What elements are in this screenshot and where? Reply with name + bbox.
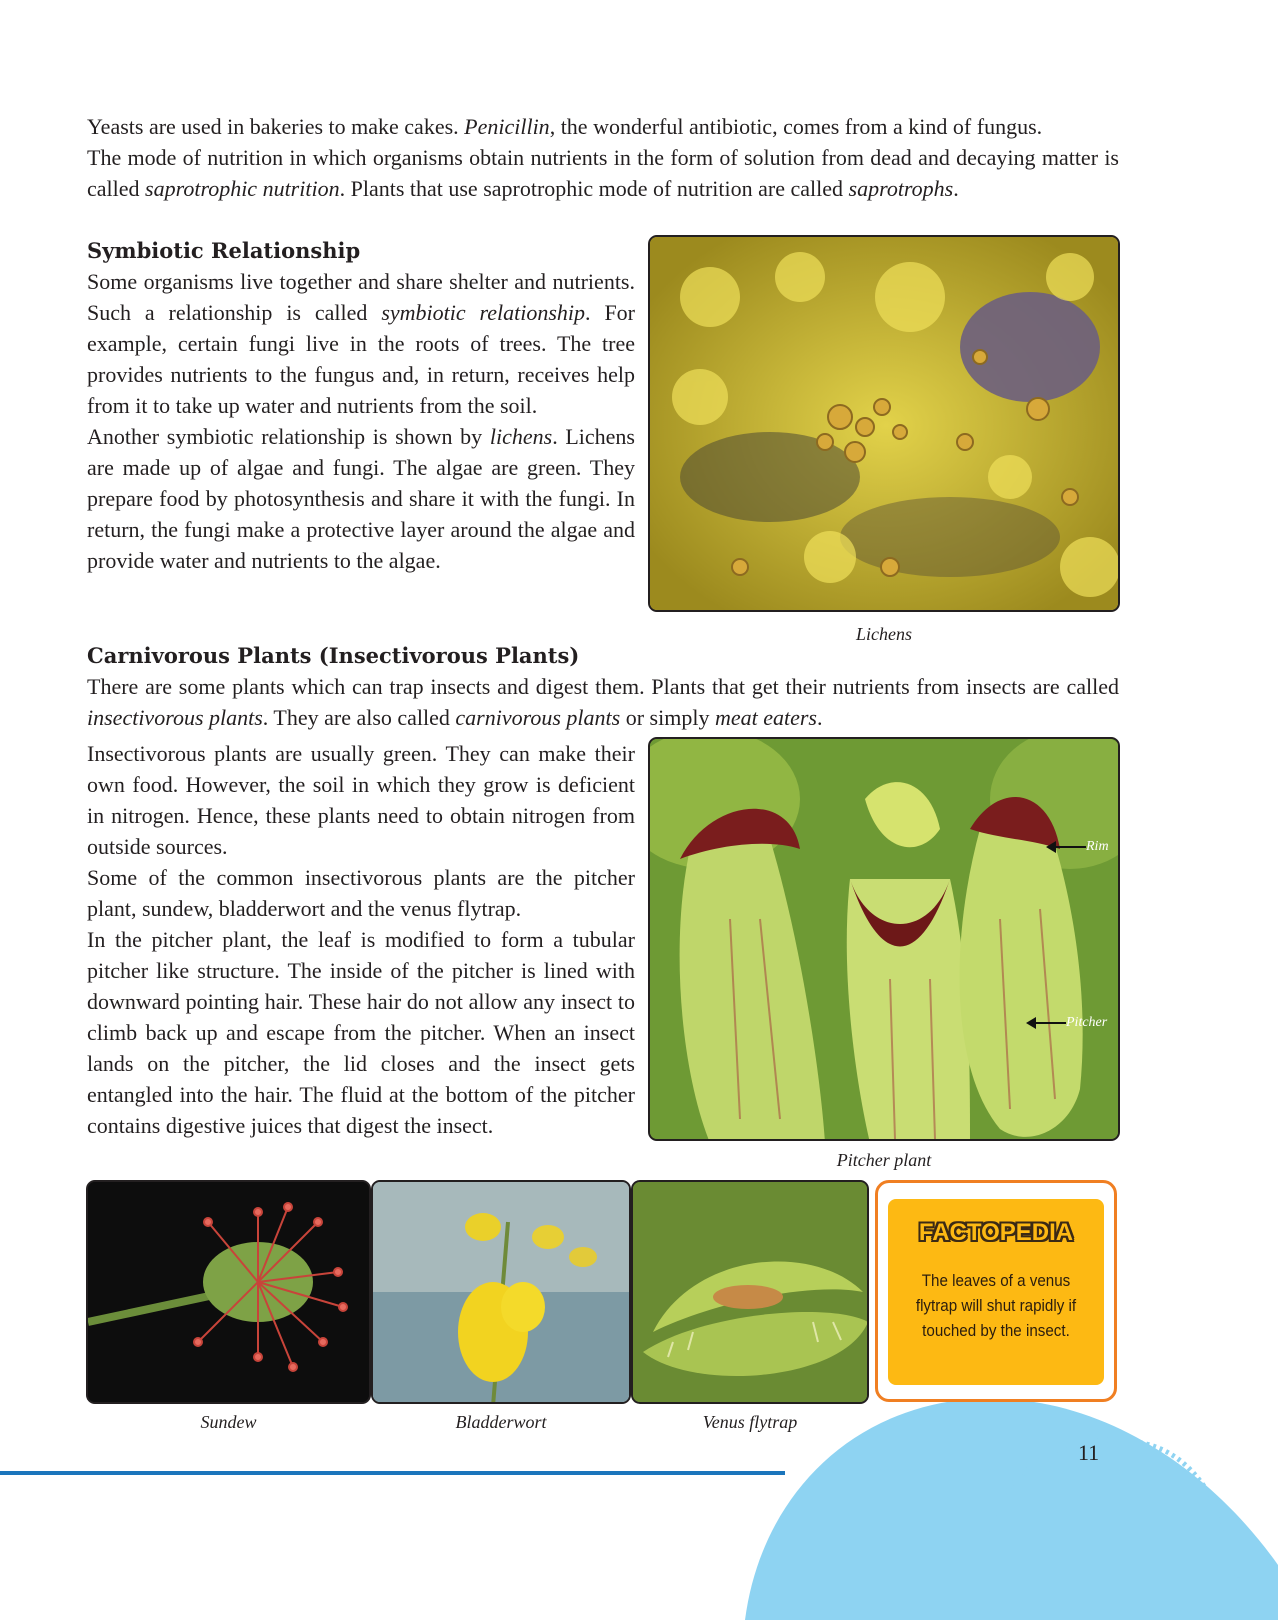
bladderwort-illustration [373, 1182, 631, 1404]
venus-flytrap-photo [631, 1180, 869, 1404]
rim-label-text: Rim [1086, 839, 1109, 854]
page-number: 11 [1078, 1440, 1100, 1465]
intro-line: Yeasts are used in bakeries to make cakes. Penicillin, the wonderful antibiotic, comes from a kind of fungus. [87, 114, 1043, 139]
factopedia-text: The leaves of a venus flytrap will shut rapidly if touched by the insect. [915, 1272, 1077, 1340]
sundew-photo [86, 1180, 371, 1404]
pitcher-arrow [1028, 1022, 1066, 1024]
rim-arrow [1048, 846, 1086, 848]
carnivorous-paragraph-3: Some of the common insectivorous plants are the pitcher plant, sundew, bladderwort and the venus flytrap. [87, 865, 635, 921]
symbiotic-heading: Symbiotic Relationship [87, 238, 361, 263]
symbiotic-section [87, 235, 635, 576]
symbiotic-paragraph-2: Another symbiotic relationship is shown by lichens. Lichens are made up of algae and fungi. The algae are green. They prepare food by photosynthesis and share it with the fungi. In return, the fungi make a protective layer around the algae and provide water and nutrients to the algae. [87, 424, 635, 573]
bladderwort-photo [371, 1180, 631, 1404]
carnivorous-heading: Carnivorous Plants (Insectivorous Plants) [87, 643, 580, 668]
pitcher-label [1028, 1015, 1107, 1031]
carnivorous-paragraph-2: Insectivorous plants are usually green. They can make their own food. However, the soil in which they grow is deficient in nitrogen. Hence, these plants need to obtain nitrogen from outside sources. [87, 741, 635, 859]
rim-label [1048, 839, 1109, 855]
carnivorous-section [87, 640, 1119, 733]
pitcher-label-text: Pitcher [1066, 1015, 1108, 1030]
factopedia-title: FACTOPEDIA [918, 1219, 1074, 1246]
lichens-illustration [650, 237, 1120, 612]
factopedia-box [875, 1180, 1117, 1402]
factopedia-panel [888, 1199, 1104, 1385]
venus-flytrap-caption: Venus flytrap [702, 1412, 798, 1432]
intro-block [87, 111, 1119, 204]
saprotrophic-paragraph: The mode of nutrition in which organisms obtain nutrients in the form of solution from dead and decaying matter is called saprotrophic nutrition. Plants that use saprotrophic mode of nutrition are called saprotrophs. [87, 145, 1119, 201]
lichens-caption: Lichens [856, 624, 912, 644]
carnivorous-paragraph-1: There are some plants which can trap insects and digest them. Plants that get their nutrients from insects are called insectivorous plants. They are also called carnivorous plants or simply meat eaters. [87, 674, 1119, 730]
insectivorous-column [87, 738, 635, 1141]
sundew-illustration [88, 1182, 371, 1404]
lichens-photo [648, 235, 1120, 612]
bladderwort-caption: Bladderwort [455, 1412, 547, 1432]
pitcher-plant-illustration [650, 739, 1120, 1141]
pitcher-plant-photo [648, 737, 1120, 1141]
symbiotic-paragraph-1: Some organisms live together and share shelter and nutrients. Such a relationship is called symbiotic relationship. For example, certain fungi live in the roots of trees. The tree provides nutrients to the fungus and, in return, receives help from it to take up water and nutrients from the soil. [87, 269, 636, 418]
sundew-caption: Sundew [200, 1412, 257, 1432]
carnivorous-paragraph-4: In the pitcher plant, the leaf is modified to form a tubular pitcher like structure. The inside of the pitcher is lined with downward pointing hair. These hair do not allow any insect to climb back up and escape from the pitcher. When an insect lands on the pitcher, the lid closes and the insect gets entangled into the hair. The fluid at the bottom of the pitcher contains digestive juices that digest the insect. [87, 927, 635, 1138]
pitcher-plant-caption: Pitcher plant [836, 1150, 932, 1170]
footer-rule [0, 1471, 785, 1475]
venus-flytrap-illustration [633, 1182, 869, 1404]
